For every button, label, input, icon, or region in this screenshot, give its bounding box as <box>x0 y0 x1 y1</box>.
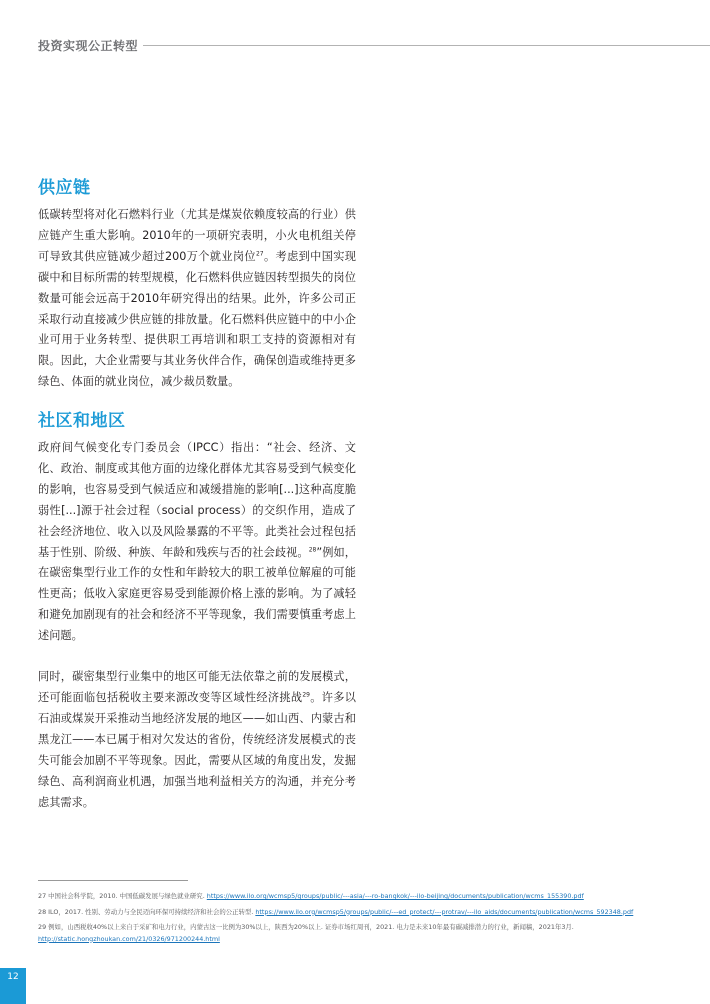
footnote-27-text: 27 中国社会科学院，2010. 中国低碳发展与绿色就业研究. <box>38 892 207 900</box>
footnote-28-link[interactable]: https://www.ilo.org/wcmsp5/groups/public/---ed_protect/---protrav/---ilo_aids/documents/publication/wcms_592348.pdf <box>255 907 634 916</box>
community-paragraph-1 <box>38 438 356 647</box>
footnote-ref-27[interactable]: 27 <box>255 250 264 258</box>
supply-chain-text-a: 低碳转型将对化石燃料行业（尤其是煤炭依赖度较高的行业）供应链产生重大影响。2010年的一项研究表明，小火电机组关停可导致其供应链减少超过200万个就业岗位 <box>38 208 356 263</box>
footnote-29 <box>38 922 678 945</box>
community-p1-text-b: ”例如，在碳密集型行业工作的女性和年龄较大的职工被单位解雇的可能性更高；低收入家庭更容易受到能源价格上涨的影响。为了减轻和避免加剧现有的社会和经济不平等现象，我们需要慎重考虑上述问题。 <box>38 545 356 643</box>
footnote-ref-28[interactable]: 28 <box>308 545 317 553</box>
community-p2-text-a: 同时，碳密集型行业集中的地区可能无法依靠之前的发展模式，还可能面临包括税收主要来源改变等区域性经济挑战 <box>38 670 356 704</box>
page-number-tab <box>0 968 26 1004</box>
footnote-29-link[interactable]: http://static.hongzhoukan.com/21/0326/971200244.html <box>38 934 220 943</box>
footnote-divider <box>38 880 188 881</box>
footnote-29-text: 29 例如，山西税收40%以上来自于采矿和电力行业，内蒙古这一比例为30%以上，陕西为20%以上. 证券市场红周刊，2021. 电力是未来10年最有碳减排潜力的行业，新闻稿，2021年3月. <box>38 923 574 931</box>
community-p1-text-a: 政府间气候变化专门委员会（IPCC）指出：“社会、经济、文化、政治、制度或其他方面的边缘化群体尤其容易受到气候变化的影响，也容易受到气候适应和减缓措施的影响[...]这种高度脆弱性[...]源于社会过程（social process）的交织作用，造成了社会经济地位、收入以及风险暴露的不平等。此类社会过程包括基于性别、阶级、种族、年龄和残疾与否的社会歧视。 <box>38 441 356 559</box>
supply-chain-text-b: 。考虑到中国实现碳中和目标所需的转型规模，化石燃料供应链因转型损失的岗位数量可能会远高于2010年研究得出的结果。此外，许多公司正采取行动直接减少供应链的排放量。化石燃料供应链中的中小企业可用于业务转型、提供职工再培训和职工支持的资源相对有限。因此，大企业需要与其业务伙伴合作，确保创造或维持更多绿色、体面的就业岗位，减少裁员数量。 <box>38 249 356 389</box>
header-divider <box>143 45 710 46</box>
footnote-27 <box>38 891 678 903</box>
community-heading: 社区和地区 <box>38 411 126 431</box>
footnote-28 <box>38 907 678 919</box>
footnote-ref-29[interactable]: 29 <box>302 691 310 699</box>
footnote-27-link[interactable]: https://www.ilo.org/wcmsp5/groups/public/---asia/---ro-bangkok/---ilo-beijing/documents/publication/wcms_155390.pdf <box>206 892 584 900</box>
supply-chain-heading: 供应链 <box>38 178 91 198</box>
community-section <box>38 409 356 813</box>
footnotes <box>38 891 678 949</box>
community-p2-text-b: 。许多以石油或煤炭开采推动当地经济发展的地区——如山西、内蒙古和黑龙江——本已属于相对欠发达的省份，传统经济发展模式的丧失可能会加剧不平等现象。因此，需要从区域的角度出发，发掘绿色、高利润商业机遇，加强当地利益相关方的沟通，并充分考虑其需求。 <box>38 690 356 809</box>
supply-chain-paragraph <box>38 205 356 393</box>
supply-chain-section <box>38 176 356 393</box>
footnote-28-text: 28 ILO，2017. 性别、劳动力与全民迈向环保可持续经济和社会的公正转型. <box>38 907 256 916</box>
community-paragraph-2 <box>38 667 356 813</box>
running-header-title: 投资实现公正转型 <box>38 39 139 53</box>
page-number: 12 <box>7 972 19 982</box>
